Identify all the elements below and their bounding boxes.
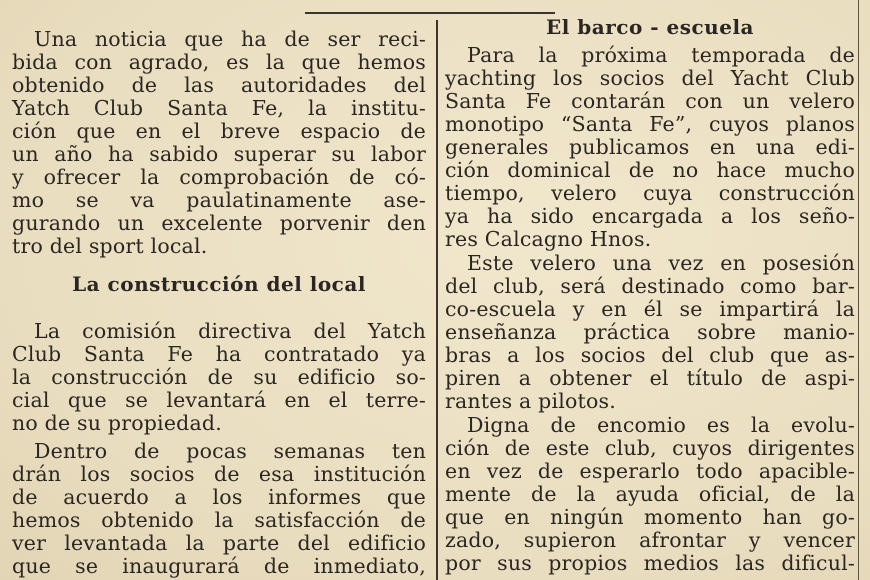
text-line: ción que en el breve espacio de: [12, 119, 426, 143]
text-line: mo se va paulatinamente ase-: [12, 188, 426, 212]
text-line: bida con agrado, es la que hemos: [12, 50, 426, 74]
text-line: zado, supieron afrontar y vencer: [445, 528, 855, 552]
text-line: piren a obtener el título de aspi-: [445, 366, 855, 390]
text-line: yachting los socios del Yacht Club: [445, 66, 855, 90]
text-line: Yatch Club Santa Fe, la institu-: [12, 96, 426, 120]
text-line: por sus propios medios las dificul-: [445, 551, 855, 575]
text-line: bras a los socios del club que as-: [445, 343, 855, 367]
text-line: generales publicamos en una edi-: [445, 135, 855, 159]
text-line: rantes a pilotos.: [445, 389, 616, 413]
right-column-rule: [858, 0, 859, 580]
text-line: enseñanza práctica sobre manio-: [445, 320, 855, 344]
text-line: Para la próxima temporada de: [467, 43, 855, 67]
text-line: Digna de encomio es la evolu-: [467, 413, 855, 437]
column-divider: [436, 20, 438, 580]
text-line: ya ha sido encargada a los seño-: [445, 204, 855, 228]
text-line: obtenido de las autoridades del: [12, 73, 426, 97]
text-line: res Calcagno Hnos.: [445, 227, 652, 251]
text-line: Este velero una vez en posesión: [467, 251, 855, 275]
text-line: Dentro de pocas semanas ten: [34, 439, 426, 463]
text-line: del club, será destinado como bar-: [445, 274, 855, 298]
top-rule: [305, 12, 555, 14]
text-line: drán los socios de esa institución: [12, 462, 426, 486]
text-line: Una noticia que ha de ser reci-: [34, 27, 426, 51]
text-line: la construcción de su edificio so-: [12, 365, 426, 389]
text-line: ver levantada la parte del edificio: [12, 531, 426, 555]
article-title: El barco - escuela: [545, 15, 754, 39]
section-heading: La construcción del local: [72, 272, 366, 296]
text-line: monotipo “Santa Fe”, cuyos planos: [445, 112, 855, 136]
text-line: La comisión directiva del Yatch: [34, 319, 426, 343]
text-line: mente de la ayuda oficial, de la: [445, 482, 855, 506]
text-line: y ofrecer la comprobación de có-: [12, 165, 426, 189]
text-line: tiempo, velero cuya construcción: [445, 181, 855, 205]
text-line: ción de este club, cuyos dirigentes: [445, 436, 855, 460]
text-line: de acuerdo a los informes que: [12, 485, 426, 509]
text-line: en vez de esperarlo todo apacible-: [445, 459, 855, 483]
text-line: que en ningún momento han go-: [445, 505, 855, 529]
text-line: no de su propiedad.: [12, 411, 222, 435]
text-line: ción dominical de no hace mucho: [445, 158, 855, 182]
text-line: hemos obtenido la satisfacción de: [12, 508, 426, 532]
text-line: que se inaugurará de inmediato,: [12, 554, 426, 578]
text-line: co-escuela y en él se impartirá la: [445, 297, 855, 321]
text-line: un año ha sabido superar su labor: [12, 142, 426, 166]
text-line: tro del sport local.: [12, 234, 208, 258]
text-line: cial que se levantará en el terre-: [12, 388, 426, 412]
text-line: gurando un excelente porvenir den: [12, 211, 426, 235]
text-line: Santa Fe contarán con un velero: [445, 89, 855, 113]
text-line: Club Santa Fe ha contratado ya: [12, 342, 426, 366]
